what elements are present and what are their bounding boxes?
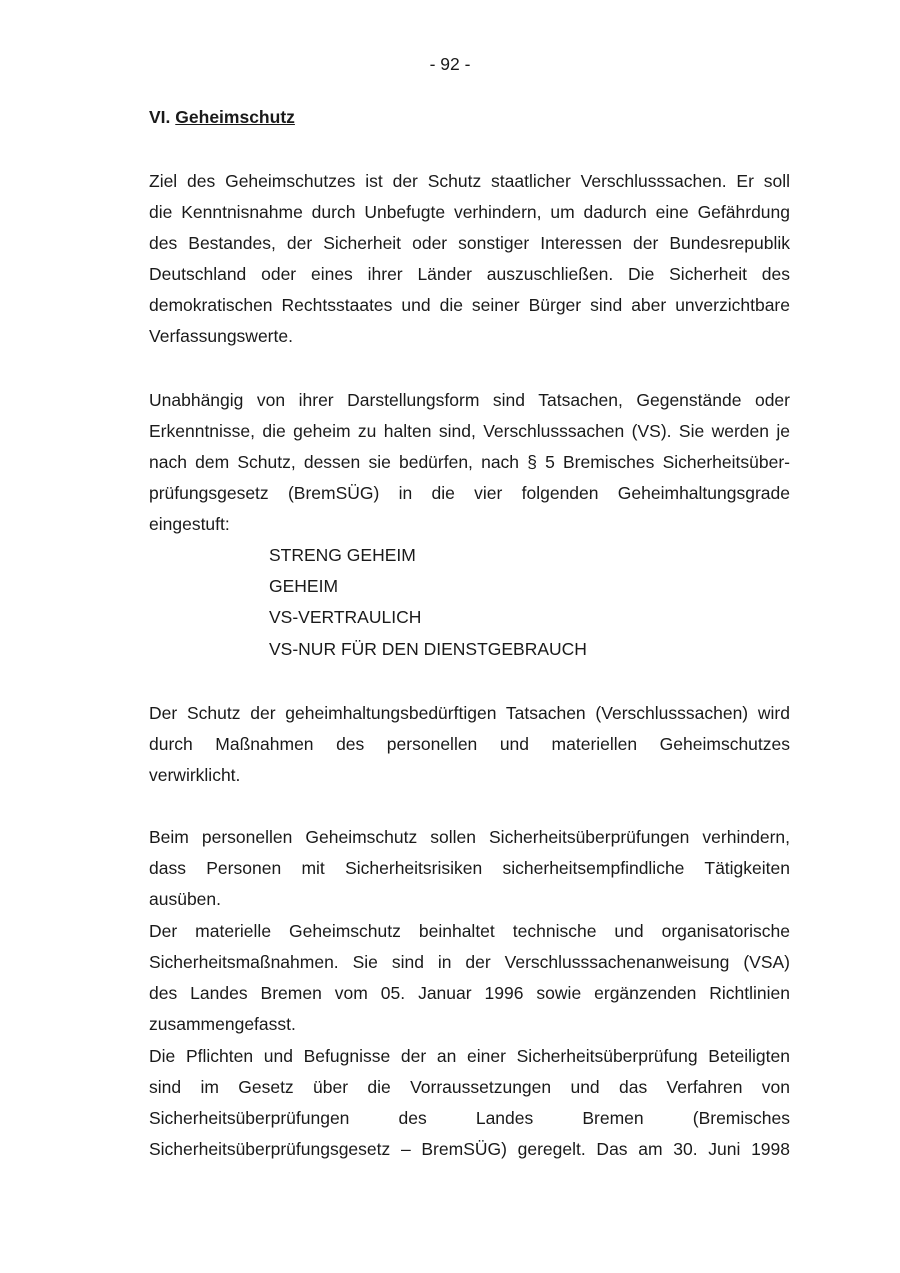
paragraph-line: Der Schutz der geheimhaltungsbedürftigen Tatsachen (Verschlusssachen) wird	[149, 703, 790, 723]
paragraph-line: Die Pflichten und Befugnisse der an einer Sicherheitsüberprüfung Beteiligten	[149, 1046, 790, 1066]
paragraph-line: Sicherheitsüberprüfungsgesetz – BremSÜG) geregelt. Das am 30. Juni 1998	[149, 1139, 790, 1159]
paragraph-line: zusammengefasst.	[149, 1014, 296, 1034]
classification-grade: STRENG GEHEIM	[269, 545, 416, 565]
paragraph-line: Sicherheitsüberprüfungen des Landes Bremen (Bremisches	[149, 1108, 790, 1128]
paragraph-line: des Landes Bremen vom 05. Januar 1996 sowie ergänzenden Richtlinien	[149, 983, 790, 1003]
paragraph-line: sind im Gesetz über die Vorraussetzungen und das Verfahren von	[149, 1077, 790, 1097]
paragraph-line: durch Maßnahmen des personellen und materiellen Geheimschutzes	[149, 734, 790, 754]
paragraph-line: Deutschland oder eines ihrer Länder auszuschließen. Die Sicherheit des	[149, 264, 790, 284]
paragraph-line: ausüben.	[149, 889, 222, 909]
section-title: Geheimschutz	[175, 107, 295, 127]
paragraph-line: Ziel des Geheimschutzes ist der Schutz staatlicher Verschlusssachen. Er soll	[149, 171, 790, 191]
classification-grade: GEHEIM	[269, 576, 339, 596]
page-number: - 92 -	[429, 54, 471, 74]
paragraph-line: prüfungsgesetz (BremSÜG) in die vier folgenden Geheimhaltungsgrade	[149, 483, 790, 503]
paragraph-line: verwirklicht.	[149, 765, 241, 785]
section-number: VI.	[149, 107, 171, 127]
classification-grade: VS-NUR FÜR DEN DIENSTGEBRAUCH	[269, 639, 587, 659]
paragraph-line: Verfassungswerte.	[149, 326, 293, 346]
paragraph-line: Der materielle Geheimschutz beinhaltet technische und organisatorische	[149, 921, 790, 941]
paragraph-line: Beim personellen Geheimschutz sollen Sicherheitsüberprüfungen verhindern,	[149, 827, 790, 847]
paragraph-line: Erkenntnisse, die geheim zu halten sind, Verschlusssachen (VS). Sie werden je	[149, 421, 790, 441]
paragraph-line: Unabhängig von ihrer Darstellungsform sind Tatsachen, Gegenstände oder	[149, 390, 790, 410]
paragraph-line: demokratischen Rechtsstaates und die seiner Bürger sind aber unverzichtbare	[149, 295, 790, 315]
paragraph-line: nach dem Schutz, dessen sie bedürfen, nach § 5 Bremisches Sicherheitsüber-	[149, 452, 790, 472]
paragraph-line: eingestuft:	[149, 514, 230, 534]
paragraph-line: dass Personen mit Sicherheitsrisiken sicherheitsempfindliche Tätigkeiten	[149, 858, 790, 878]
paragraph-line: die Kenntnisnahme durch Unbefugte verhindern, um dadurch eine Gefährdung	[149, 202, 790, 222]
section-heading	[149, 106, 295, 128]
paragraph-line: des Bestandes, der Sicherheit oder sonstiger Interessen der Bundesrepublik	[149, 233, 790, 253]
classification-grade: VS-VERTRAULICH	[269, 607, 422, 627]
paragraph-line: Sicherheitsmaßnahmen. Sie sind in der Verschlusssachenanweisung (VSA)	[149, 952, 790, 972]
